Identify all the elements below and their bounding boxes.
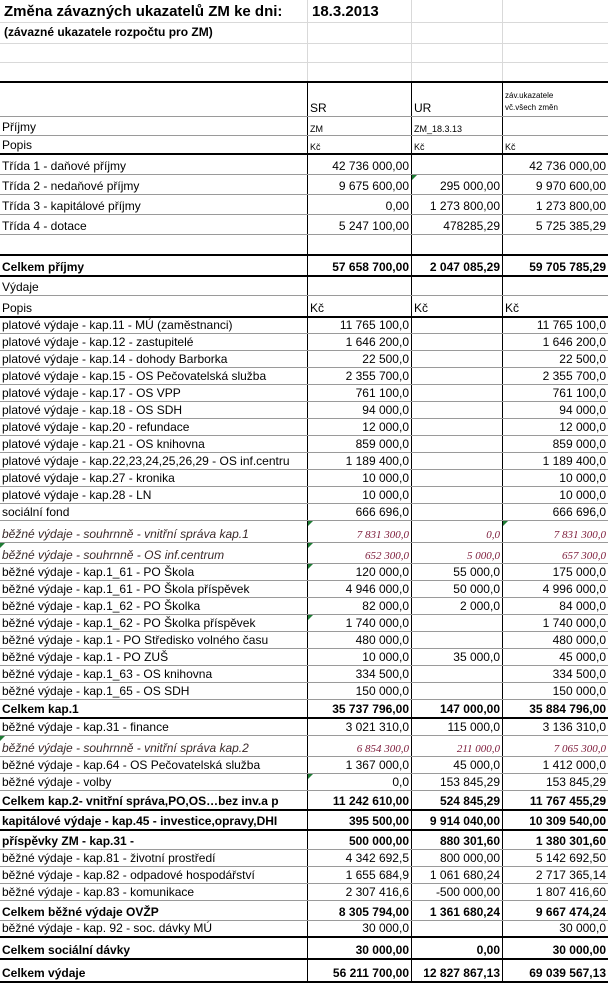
sheet-date: 18.3.2013 bbox=[312, 3, 379, 20]
row-label: běžné výdaje - volby bbox=[2, 775, 112, 789]
value-total: 11 765 100,0 bbox=[502, 317, 608, 333]
value-total: 666 696,0 bbox=[502, 504, 608, 520]
value-sr: 0,0 bbox=[307, 774, 411, 790]
row-label: Třída 3 - kapitálové příjmy bbox=[2, 199, 141, 213]
expense-row bbox=[0, 598, 608, 615]
value-ur bbox=[411, 683, 502, 699]
row-label: Třída 1 - daňové příjmy bbox=[2, 159, 127, 173]
value-ur: -500 000,00 bbox=[411, 884, 502, 900]
value-total: 480 000,0 bbox=[502, 632, 608, 648]
kap31-total-row bbox=[0, 831, 608, 850]
row-label: běžné výdaje - souhrnně - vnitřní správa kap.1 bbox=[2, 527, 249, 541]
value-ur: 35 000,0 bbox=[411, 649, 502, 665]
value-sr: 395 500,00 bbox=[307, 811, 411, 829]
cell-note-marker bbox=[308, 615, 313, 620]
grand-total-row bbox=[0, 960, 608, 983]
value-sr: 2 355 700,0 bbox=[307, 368, 411, 384]
kap1-total-row bbox=[0, 700, 608, 719]
row-label: běžné výdaje - kap. 92 - soc. dávky MÚ bbox=[2, 921, 213, 935]
expense-row bbox=[0, 850, 608, 867]
value-total: 45 000,0 bbox=[502, 649, 608, 665]
value-sr: 10 000,0 bbox=[307, 649, 411, 665]
value-sr: 5 247 100,00 bbox=[307, 215, 411, 234]
value-total: 657 300,0 bbox=[502, 543, 608, 563]
value-total: 1 189 400,0 bbox=[502, 453, 608, 469]
value-total: 2 717 365,14 bbox=[502, 867, 608, 883]
kap45-total-row bbox=[0, 811, 608, 831]
value-total: 22 500,0 bbox=[502, 351, 608, 367]
cell-note-marker bbox=[0, 543, 5, 548]
expense-row bbox=[0, 649, 608, 666]
value-total: 30 000,00 bbox=[502, 938, 608, 958]
value-total: 59 705 785,29 bbox=[502, 256, 608, 275]
spacer-row bbox=[0, 235, 608, 256]
value-ur: 147 000,00 bbox=[411, 700, 502, 717]
value-total: 1 807 416,60 bbox=[502, 884, 608, 900]
income-row bbox=[0, 215, 608, 235]
value-total: 3 136 310,0 bbox=[502, 719, 608, 735]
value-total: 1 412 000,0 bbox=[502, 757, 608, 773]
value-ur: 5 000,0 bbox=[411, 543, 502, 563]
value-ur: 1 361 680,24 bbox=[411, 901, 502, 920]
income-row bbox=[0, 175, 608, 195]
value-total: 10 000,0 bbox=[502, 487, 608, 503]
value-ur bbox=[411, 385, 502, 401]
row-label: běžné výdaje - kap.82 - odpadové hospodářství bbox=[2, 868, 255, 882]
row-label: platové výdaje - kap.22,23,24,25,26,29 - OS inf.centru bbox=[2, 454, 290, 468]
income-popis-row: Popis Kč Kč Kč bbox=[0, 136, 608, 155]
value-sr: 42 736 000,00 bbox=[307, 155, 411, 174]
row-label: Celkem výdaje bbox=[2, 966, 86, 980]
value-ur: 800 000,00 bbox=[411, 850, 502, 866]
unit-label bbox=[411, 277, 502, 295]
row-label: běžné výdaje - kap.81 - životní prostředí bbox=[2, 851, 216, 865]
row-label: platové výdaje - kap.21 - OS knihovna bbox=[2, 437, 205, 451]
summary-italic-row bbox=[0, 521, 608, 543]
value-ur: 50 000,0 bbox=[411, 581, 502, 597]
expense-row bbox=[0, 487, 608, 504]
expense-row bbox=[0, 615, 608, 632]
value-ur: 211 000,0 bbox=[411, 736, 502, 756]
value-total: 2 355 700,0 bbox=[502, 368, 608, 384]
unit-label: Kč bbox=[411, 296, 502, 316]
col-sr: SR bbox=[307, 83, 411, 116]
value-ur: 1 061 680,24 bbox=[411, 867, 502, 883]
cell-note-marker bbox=[412, 175, 417, 180]
value-total: 4 996 000,0 bbox=[502, 581, 608, 597]
value-total: 175 000,0 bbox=[502, 564, 608, 580]
value-ur: 9 914 040,00 bbox=[411, 811, 502, 829]
row-label: kapitálové výdaje - kap.45 - investice,opravy,DHI bbox=[2, 814, 278, 828]
value-ur: 295 000,00 bbox=[411, 175, 502, 194]
row-label: platové výdaje - kap.17 - OS VPP bbox=[2, 386, 181, 400]
unit-label bbox=[502, 277, 608, 295]
value-ur bbox=[411, 615, 502, 631]
value-total: 84 000,0 bbox=[502, 598, 608, 614]
value-ur bbox=[411, 402, 502, 418]
cell-note-marker bbox=[308, 774, 313, 779]
unit-label: Kč bbox=[502, 296, 608, 316]
column-header-row bbox=[0, 83, 608, 117]
row-label: Popis bbox=[2, 301, 33, 315]
row-label: platové výdaje - kap.28 - LN bbox=[2, 488, 152, 502]
value-sr: 10 000,0 bbox=[307, 487, 411, 503]
value-sr: 3 021 310,0 bbox=[307, 719, 411, 735]
value-sr: 35 737 796,00 bbox=[307, 700, 411, 717]
value-total: 42 736 000,00 bbox=[502, 155, 608, 174]
value-sr: 334 500,0 bbox=[307, 666, 411, 682]
value-sr: 761 100,0 bbox=[307, 385, 411, 401]
value-total: 35 884 796,00 bbox=[502, 700, 608, 717]
row-label: platové výdaje - kap.20 - refundace bbox=[2, 420, 190, 434]
expense-row bbox=[0, 666, 608, 683]
value-sr: 7 831 300,0 bbox=[307, 521, 411, 542]
row-label: platové výdaje - kap.11 - MÚ (zaměstnanci) bbox=[2, 318, 233, 332]
expense-row bbox=[0, 867, 608, 884]
value-sr: 8 305 794,00 bbox=[307, 901, 411, 920]
expense-row bbox=[0, 317, 608, 334]
value-sr: 56 211 700,00 bbox=[307, 960, 411, 981]
row-label: platové výdaje - kap.12 - zastupitelé bbox=[2, 335, 194, 349]
expense-row bbox=[0, 402, 608, 419]
row-label: běžné výdaje - kap.1_61 - PO Škola příspěvek bbox=[2, 582, 250, 596]
cell-note-marker bbox=[503, 521, 508, 526]
gridline bbox=[307, 0, 308, 82]
value-ur bbox=[411, 334, 502, 350]
value-ur bbox=[411, 235, 502, 254]
expense-header-row bbox=[0, 277, 608, 296]
expense-row bbox=[0, 884, 608, 901]
value-sr: 11 242 610,00 bbox=[307, 791, 411, 809]
value-sr: 859 000,0 bbox=[307, 436, 411, 452]
value-total: 10 000,0 bbox=[502, 470, 608, 486]
expense-row bbox=[0, 436, 608, 453]
row-label: sociální fond bbox=[2, 505, 70, 519]
expense-row bbox=[0, 774, 608, 791]
row-label: běžné výdaje - kap.83 - komunikace bbox=[2, 885, 195, 899]
value-ur: 478285,29 bbox=[411, 215, 502, 234]
gridline bbox=[502, 0, 503, 82]
row-label: běžné výdaje - kap.1 - PO ZUŠ bbox=[2, 650, 169, 664]
value-ur bbox=[411, 470, 502, 486]
row-label: Třída 4 - dotace bbox=[2, 219, 87, 233]
cell-note-marker bbox=[308, 564, 313, 569]
value-total: 1 273 800,00 bbox=[502, 195, 608, 214]
row-label: běžné výdaje - souhrnně - OS inf.centrum bbox=[0, 543, 307, 563]
value-total: 30 000,0 bbox=[502, 921, 608, 936]
value-ur bbox=[411, 317, 502, 333]
value-sr: 1 646 200,0 bbox=[307, 334, 411, 350]
expense-row bbox=[0, 921, 608, 938]
value-ur bbox=[411, 419, 502, 435]
value-ur: 2 047 085,29 bbox=[411, 256, 502, 275]
value-sr: 82 000,0 bbox=[307, 598, 411, 614]
gridline bbox=[0, 22, 608, 23]
value-total: 5 142 692,50 bbox=[502, 850, 608, 866]
row-label: Celkem běžné výdaje OVŽP bbox=[2, 905, 159, 919]
expense-row bbox=[0, 564, 608, 581]
value-total: 7 831 300,0 bbox=[502, 521, 608, 542]
value-ur bbox=[411, 453, 502, 469]
value-sr: 480 000,0 bbox=[307, 632, 411, 648]
gridline bbox=[411, 0, 412, 82]
row-label: platové výdaje - kap.15 - OS Pečovatelská služba bbox=[2, 369, 267, 383]
value-sr: 2 307 416,6 bbox=[307, 884, 411, 900]
value-sr: 94 000,0 bbox=[307, 402, 411, 418]
cell-note-marker bbox=[308, 521, 313, 526]
expense-row bbox=[0, 581, 608, 598]
gridline bbox=[0, 43, 608, 44]
value-ur: 115 000,0 bbox=[411, 719, 502, 735]
row-label bbox=[0, 235, 307, 254]
value-total: 1 740 000,0 bbox=[502, 615, 608, 631]
value-ur: 0,00 bbox=[411, 938, 502, 958]
value-sr: 30 000,00 bbox=[307, 938, 411, 958]
row-label: běžné výdaje - kap.1_61 - PO Škola bbox=[2, 565, 195, 579]
value-sr: 666 696,0 bbox=[307, 504, 411, 520]
value-sr: 1 740 000,0 bbox=[307, 615, 411, 631]
value-ur bbox=[411, 155, 502, 174]
expense-row bbox=[0, 470, 608, 487]
value-sr: 120 000,0 bbox=[307, 564, 411, 580]
summary-italic-row bbox=[0, 543, 608, 564]
ovzp-total-row bbox=[0, 901, 608, 921]
expense-row bbox=[0, 351, 608, 368]
row-label: platové výdaje - kap.18 - OS SDH bbox=[2, 403, 183, 417]
value-total: 150 000,0 bbox=[502, 683, 608, 699]
value-total: 94 000,0 bbox=[502, 402, 608, 418]
value-total: 5 725 385,29 bbox=[502, 215, 608, 234]
income-header-row: Příjmy ZM ZM_18.3.13 bbox=[0, 117, 608, 136]
value-sr: 500 000,00 bbox=[307, 831, 411, 849]
value-sr: 150 000,0 bbox=[307, 683, 411, 699]
value-ur: 0,0 bbox=[411, 521, 502, 542]
expense-row bbox=[0, 757, 608, 774]
value-ur: 55 000,0 bbox=[411, 564, 502, 580]
value-total: 12 000,0 bbox=[502, 419, 608, 435]
value-sr: 57 658 700,00 bbox=[307, 256, 411, 275]
row-label: běžné výdaje - souhrnně - vnitřní správa kap.2 bbox=[0, 736, 307, 756]
income-total-row bbox=[0, 256, 608, 277]
value-total: 10 309 540,00 bbox=[502, 811, 608, 829]
cell-note-marker bbox=[0, 736, 5, 741]
value-ur: 45 000,0 bbox=[411, 757, 502, 773]
value-ur: 12 827 867,13 bbox=[411, 960, 502, 981]
value-ur bbox=[411, 368, 502, 384]
row-label: Celkem kap.2- vnitřní správa,PO,OS…bez inv.a p bbox=[2, 794, 279, 808]
value-ur bbox=[411, 632, 502, 648]
value-sr: 22 500,0 bbox=[307, 351, 411, 367]
social-total-row bbox=[0, 938, 608, 960]
expense-row bbox=[0, 719, 608, 736]
value-total: 761 100,0 bbox=[502, 385, 608, 401]
value-sr: 10 000,0 bbox=[307, 470, 411, 486]
value-ur: 880 301,60 bbox=[411, 831, 502, 849]
cell-note-marker bbox=[308, 543, 313, 548]
value-ur bbox=[411, 921, 502, 936]
value-total: 1 380 301,60 bbox=[502, 831, 608, 849]
value-total: 859 000,0 bbox=[502, 436, 608, 452]
expense-row bbox=[0, 453, 608, 470]
value-ur: 524 845,29 bbox=[411, 791, 502, 809]
row-label: běžné výdaje - kap.1 - PO Středisko volného času bbox=[2, 633, 269, 647]
row-label: příspěvky ZM - kap.31 - bbox=[2, 834, 135, 848]
expense-row bbox=[0, 504, 608, 521]
value-total bbox=[502, 235, 608, 254]
unit-label: Kč bbox=[307, 296, 411, 316]
sheet-subtitle: (závazné ukazatele rozpočtu pro ZM) bbox=[4, 25, 213, 39]
row-label: běžné výdaje - kap.1_62 - PO Školka příspěvek bbox=[2, 616, 256, 630]
value-total: 9 970 600,00 bbox=[502, 175, 608, 194]
expense-row bbox=[0, 368, 608, 385]
expense-row bbox=[0, 632, 608, 649]
value-sr: 6 854 300,0 bbox=[307, 736, 411, 756]
value-total: 69 039 567,13 bbox=[502, 960, 608, 981]
expense-row bbox=[0, 419, 608, 436]
kap2-total-row bbox=[0, 791, 608, 811]
value-ur: 1 273 800,00 bbox=[411, 195, 502, 214]
value-sr: 9 675 600,00 bbox=[307, 175, 411, 194]
col-ur: UR bbox=[411, 83, 502, 116]
row-label: běžné výdaje - kap.1_65 - OS SDH bbox=[2, 684, 190, 698]
value-sr: 1 189 400,0 bbox=[307, 453, 411, 469]
value-total: 334 500,0 bbox=[502, 666, 608, 682]
value-sr: 4 342 692,5 bbox=[307, 850, 411, 866]
summary-italic-row bbox=[0, 736, 608, 757]
value-sr bbox=[307, 235, 411, 254]
expense-row bbox=[0, 683, 608, 700]
row-label: Celkem kap.1 bbox=[2, 702, 79, 716]
row-label: běžné výdaje - kap.31 - finance bbox=[2, 720, 169, 734]
value-sr: 11 765 100,0 bbox=[307, 317, 411, 333]
value-ur bbox=[411, 436, 502, 452]
row-label: platové výdaje - kap.27 - kronika bbox=[2, 471, 175, 485]
value-total: 153 845,29 bbox=[502, 774, 608, 790]
value-ur: 2 000,0 bbox=[411, 598, 502, 614]
expense-row bbox=[0, 334, 608, 351]
row-label: Celkem příjmy bbox=[2, 260, 85, 274]
value-total: 9 667 474,24 bbox=[502, 901, 608, 920]
expense-header-row bbox=[0, 296, 608, 317]
expense-row bbox=[0, 385, 608, 402]
row-label: běžné výdaje - kap.64 - OS Pečovatelská služba bbox=[2, 758, 261, 772]
value-sr: 652 300,0 bbox=[307, 543, 411, 563]
value-total: 7 065 300,0 bbox=[502, 736, 608, 756]
value-ur bbox=[411, 666, 502, 682]
value-total: 1 646 200,0 bbox=[502, 334, 608, 350]
value-sr: 1 655 684,9 bbox=[307, 867, 411, 883]
gridline bbox=[0, 62, 608, 63]
value-sr: 12 000,0 bbox=[307, 419, 411, 435]
value-ur bbox=[411, 487, 502, 503]
row-label: Třída 2 - nedaňové příjmy bbox=[2, 179, 140, 193]
row-label: Výdaje bbox=[2, 280, 39, 294]
income-row bbox=[0, 195, 608, 215]
value-sr: 1 367 000,0 bbox=[307, 757, 411, 773]
value-sr: 0,00 bbox=[307, 195, 411, 214]
value-total: 11 767 455,29 bbox=[502, 791, 608, 809]
row-label: běžné výdaje - kap.1_63 - OS knihovna bbox=[2, 667, 213, 681]
value-ur bbox=[411, 351, 502, 367]
row-label: platové výdaje - kap.14 - dohody Barborka bbox=[2, 352, 228, 366]
value-ur bbox=[411, 504, 502, 520]
income-row bbox=[0, 155, 608, 175]
sheet-title: Změna závazných ukazatelů ZM ke dni: bbox=[4, 3, 283, 20]
row-label: Celkem sociální dávky bbox=[2, 943, 131, 957]
value-sr: 30 000,0 bbox=[307, 921, 411, 936]
row-label: běžné výdaje - kap.1_62 - PO Školka bbox=[2, 599, 201, 613]
value-sr: 4 946 000,0 bbox=[307, 581, 411, 597]
value-ur: 153 845,29 bbox=[411, 774, 502, 790]
col-zav: záv.ukazatele vč.všech změn bbox=[502, 83, 608, 116]
unit-label bbox=[307, 277, 411, 295]
